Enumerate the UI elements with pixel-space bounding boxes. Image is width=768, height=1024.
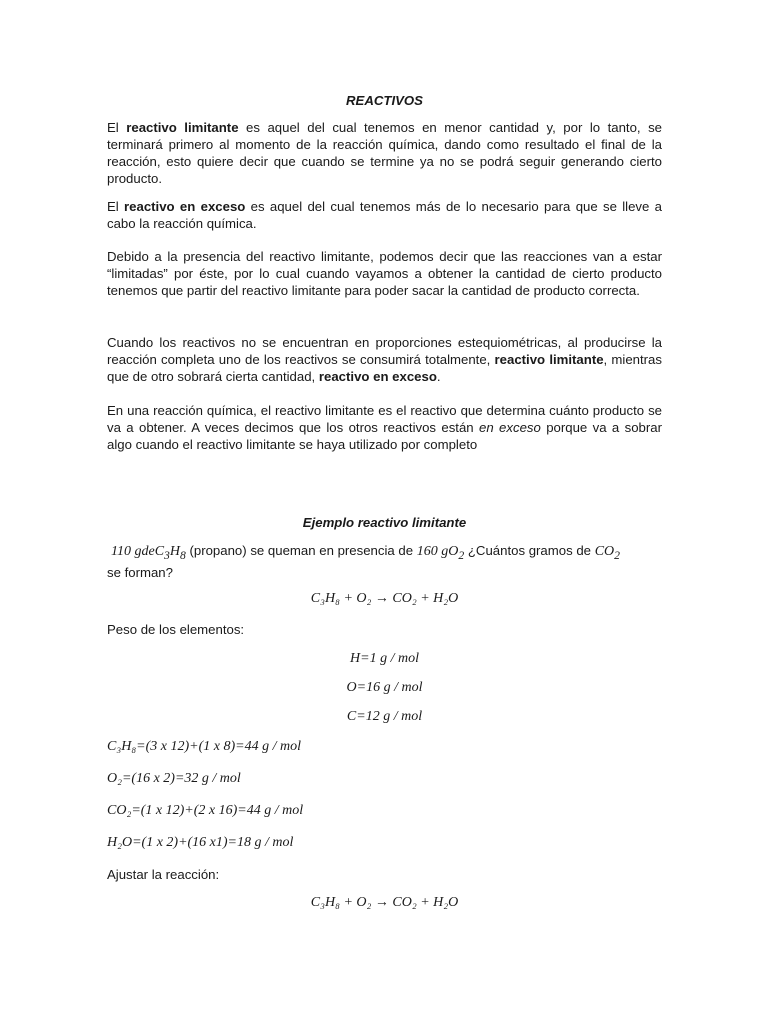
- formula-text: CO: [594, 544, 615, 559]
- text: , mientras que de otro sobrará cierta cantidad,: [107, 352, 662, 384]
- paragraph-reaccion-quimica: [107, 402, 662, 453]
- reaction-equation: C₃H₈ + O₂ → CO₂ + H₂O: [310, 591, 459, 606]
- example-title: Ejemplo reactivo limitante: [302, 515, 467, 530]
- formula-propano: $C_3H_8$: [154, 544, 186, 562]
- mass-propano: 110 gde: [111, 544, 155, 559]
- text: es aquel del cual tenemos en menor cantidad y, por lo tanto, se terminará primero al momento de la reacción química, dando como resultado el final de la reacción, esto quiere decir que cuando se termine ya no se podrá seguir generando cierto producto.: [107, 120, 663, 186]
- molar-mass-o2: O₂=(16 x 2)=32 g / mol: [107, 771, 241, 786]
- weights-label: Peso de los elementos:: [107, 622, 245, 637]
- example-question: [107, 542, 662, 581]
- text: Cuando los reactivos no se encuentran en proporciones estequiométricas, al producirse la reacción completa uno de los reactivos se consumirá totalmente,: [107, 335, 662, 367]
- term-reactivo-exceso: reactivo en exceso: [124, 199, 246, 214]
- formula-text: 160 gO: [416, 544, 459, 559]
- adjust-label: Ajustar la reacción:: [107, 867, 220, 882]
- reaction-equation-adjust: C₃H₈ + O₂ → CO₂ + H₂O: [310, 895, 459, 910]
- weight-h: H=1 g / mol: [350, 651, 419, 666]
- molar-mass-h2o: H₂O=(1 x 2)+(16 x1)=18 g / mol: [107, 835, 294, 850]
- text: es aquel del cual tenemos más de lo necesario para que se lleve a cabo la reacción química.: [107, 199, 662, 231]
- text: (propano) se queman en presencia de: [185, 543, 417, 558]
- weight-c: C=12 g / mol: [346, 709, 423, 724]
- paragraph-proporciones: [107, 334, 662, 385]
- text: El: [107, 120, 127, 135]
- paragraph-reactivo-limitante: [107, 119, 662, 187]
- weight-o: O=16 g / mol: [346, 680, 423, 695]
- text: En una reacción química, el reactivo limitante es el reactivo que determina cuánto producto se va a obtener. A veces decimos que los otros reactivos están: [107, 403, 662, 435]
- term-en-exceso: en exceso: [479, 420, 541, 435]
- document-title: REACTIVOS: [346, 93, 423, 108]
- formula-text: C: [154, 544, 165, 559]
- formula-co2: $CO_2$: [594, 544, 620, 562]
- text: .: [436, 369, 441, 384]
- term-reactivo-limitante: reactivo limitante: [126, 120, 239, 135]
- paragraph-reactivo-exceso: [107, 198, 662, 232]
- text: ¿Cuántos gramos de: [464, 543, 595, 558]
- term-reactivo-exceso: reactivo en exceso: [318, 369, 437, 384]
- mass-oxigeno: 160 $gO_2$: [416, 544, 465, 562]
- paragraph-limitadas: Debido a la presencia del reactivo limitante, podemos decir que las reacciones van a estar “limitadas” por éste, por lo cual cuando vayamos a obtener la cantidad de cierto producto tenemos que partir del reactivo limitante para poder sacar la cantidad de producto correcta.: [107, 249, 662, 298]
- term-reactivo-limitante: reactivo limitante: [494, 352, 604, 367]
- molar-mass-co2: CO₂=(1 x 12)+(2 x 16)=44 g / mol: [107, 803, 304, 818]
- molar-mass-c3h8: C₃H₈=(3 x 12)+(1 x 8)=44 g / mol: [107, 739, 301, 754]
- text: se forman?: [107, 564, 173, 580]
- text: porque va a sobrar algo cuando el reactivo limitante se haya utilizado por completo: [107, 420, 662, 452]
- text: El: [107, 199, 125, 214]
